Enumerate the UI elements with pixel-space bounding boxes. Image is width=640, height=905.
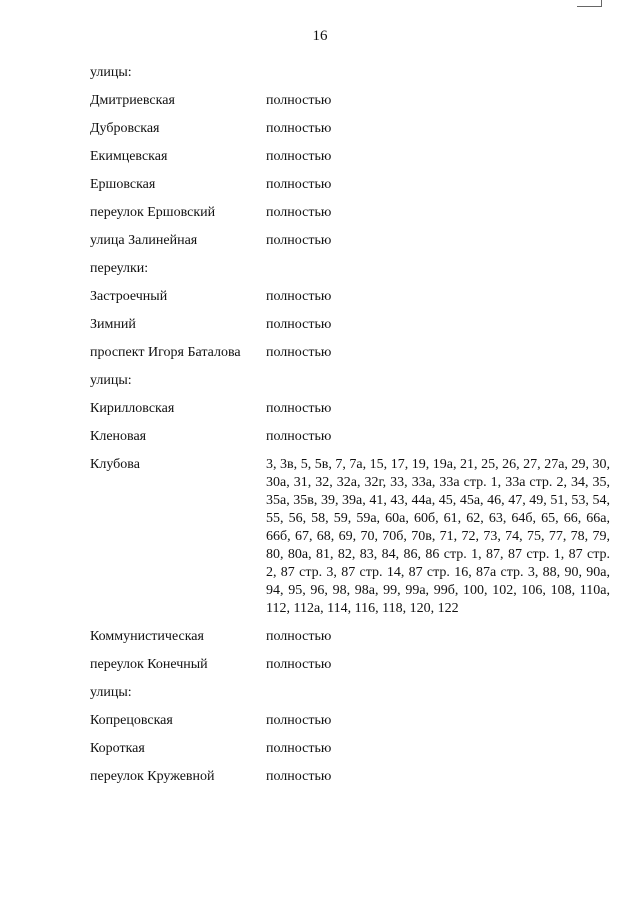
house-numbers: 3, 3в, 5, 5в, 7, 7а, 15, 17, 19, 19а, 21, 25, 26, 27, 27а, 29, 30, 30а, 31, 32, 32а, 32г, 33, 33а, 33а стр. 1, 33а стр. 2, 34, 35, 35а, 35в, 39, 39а, 41, 43, 44а, 45, 45а, 46, 47, 49, 51, 53, 54, 55, 56, 58, 59, 59а, 60а, 60б, 61, 62, 63, 64б, 65, 66, 66а, 66б, 67, 68, 69, 70, 70б, 70в, 71, 72, 73, 74, 75, 77, 78, 79, 80, 80а, 81, 82, 83, 84, 86, 86 стр. 1, 87, 87 стр. 1, 87 стр. 2, 87 стр. 3, 87 стр. 14, 87 стр. 16, 87а стр. 3, 88, 90, 90а, 94, 95, 96, 98, 98а, 99, 99а, 99б, 100, 102, 106, 108, 110а, 112, 112а, 114, 116, 118, 120, 122 <box>266 457 610 616</box>
street-row <box>90 120 610 138</box>
street-row <box>90 712 610 730</box>
street-name: Копрецовская <box>90 713 173 728</box>
street-name: Дубровская <box>90 121 160 136</box>
street-row <box>90 232 610 250</box>
street-row <box>90 92 610 110</box>
street-row <box>90 428 610 446</box>
page-corner-mark <box>577 0 602 7</box>
house-numbers: полностью <box>266 769 332 784</box>
house-numbers: полностью <box>266 317 332 332</box>
house-numbers: полностью <box>266 149 332 164</box>
street-row <box>90 740 610 758</box>
house-numbers: полностью <box>266 741 332 756</box>
street-row <box>90 628 610 646</box>
section-heading: переулки: <box>90 261 149 276</box>
street-row <box>90 456 610 618</box>
house-numbers: полностью <box>266 429 332 444</box>
street-name: Кирилловская <box>90 401 175 416</box>
street-name: улица Залинейная <box>90 233 198 248</box>
street-name: переулок Ершовский <box>90 205 216 220</box>
page-number: 16 <box>312 28 328 44</box>
street-name: Зимний <box>90 317 136 332</box>
street-row <box>90 316 610 334</box>
street-name: Екимцевская <box>90 149 168 164</box>
street-row <box>90 344 610 362</box>
house-numbers: полностью <box>266 345 332 360</box>
house-numbers: полностью <box>266 629 332 644</box>
house-numbers: полностью <box>266 93 332 108</box>
street-name: Коммунистическая <box>90 629 204 644</box>
house-numbers: полностью <box>266 657 332 672</box>
street-list <box>90 64 610 796</box>
section-heading: улицы: <box>90 373 132 388</box>
house-numbers: полностью <box>266 177 332 192</box>
street-name: переулок Конечный <box>90 657 208 672</box>
street-row <box>90 204 610 222</box>
house-numbers: полностью <box>266 121 332 136</box>
house-numbers: полностью <box>266 289 332 304</box>
street-row <box>90 768 610 786</box>
street-name: Ершовская <box>90 177 156 192</box>
street-row <box>90 656 610 674</box>
street-row <box>90 288 610 306</box>
street-row <box>90 176 610 194</box>
house-numbers: полностью <box>266 713 332 728</box>
street-name: проспект Игоря Баталова <box>90 345 241 360</box>
section-heading: улицы: <box>90 65 132 80</box>
street-row <box>90 148 610 166</box>
street-name: Дмитриевская <box>90 93 175 108</box>
street-name: Застроечный <box>90 289 168 304</box>
house-numbers: полностью <box>266 401 332 416</box>
section-heading: улицы: <box>90 685 132 700</box>
street-name: Короткая <box>90 741 145 756</box>
street-name: Кленовая <box>90 429 147 444</box>
street-name: Клубова <box>90 457 140 472</box>
street-name: переулок Кружевной <box>90 769 215 784</box>
house-numbers: полностью <box>266 233 332 248</box>
house-numbers: полностью <box>266 205 332 220</box>
street-row <box>90 400 610 418</box>
